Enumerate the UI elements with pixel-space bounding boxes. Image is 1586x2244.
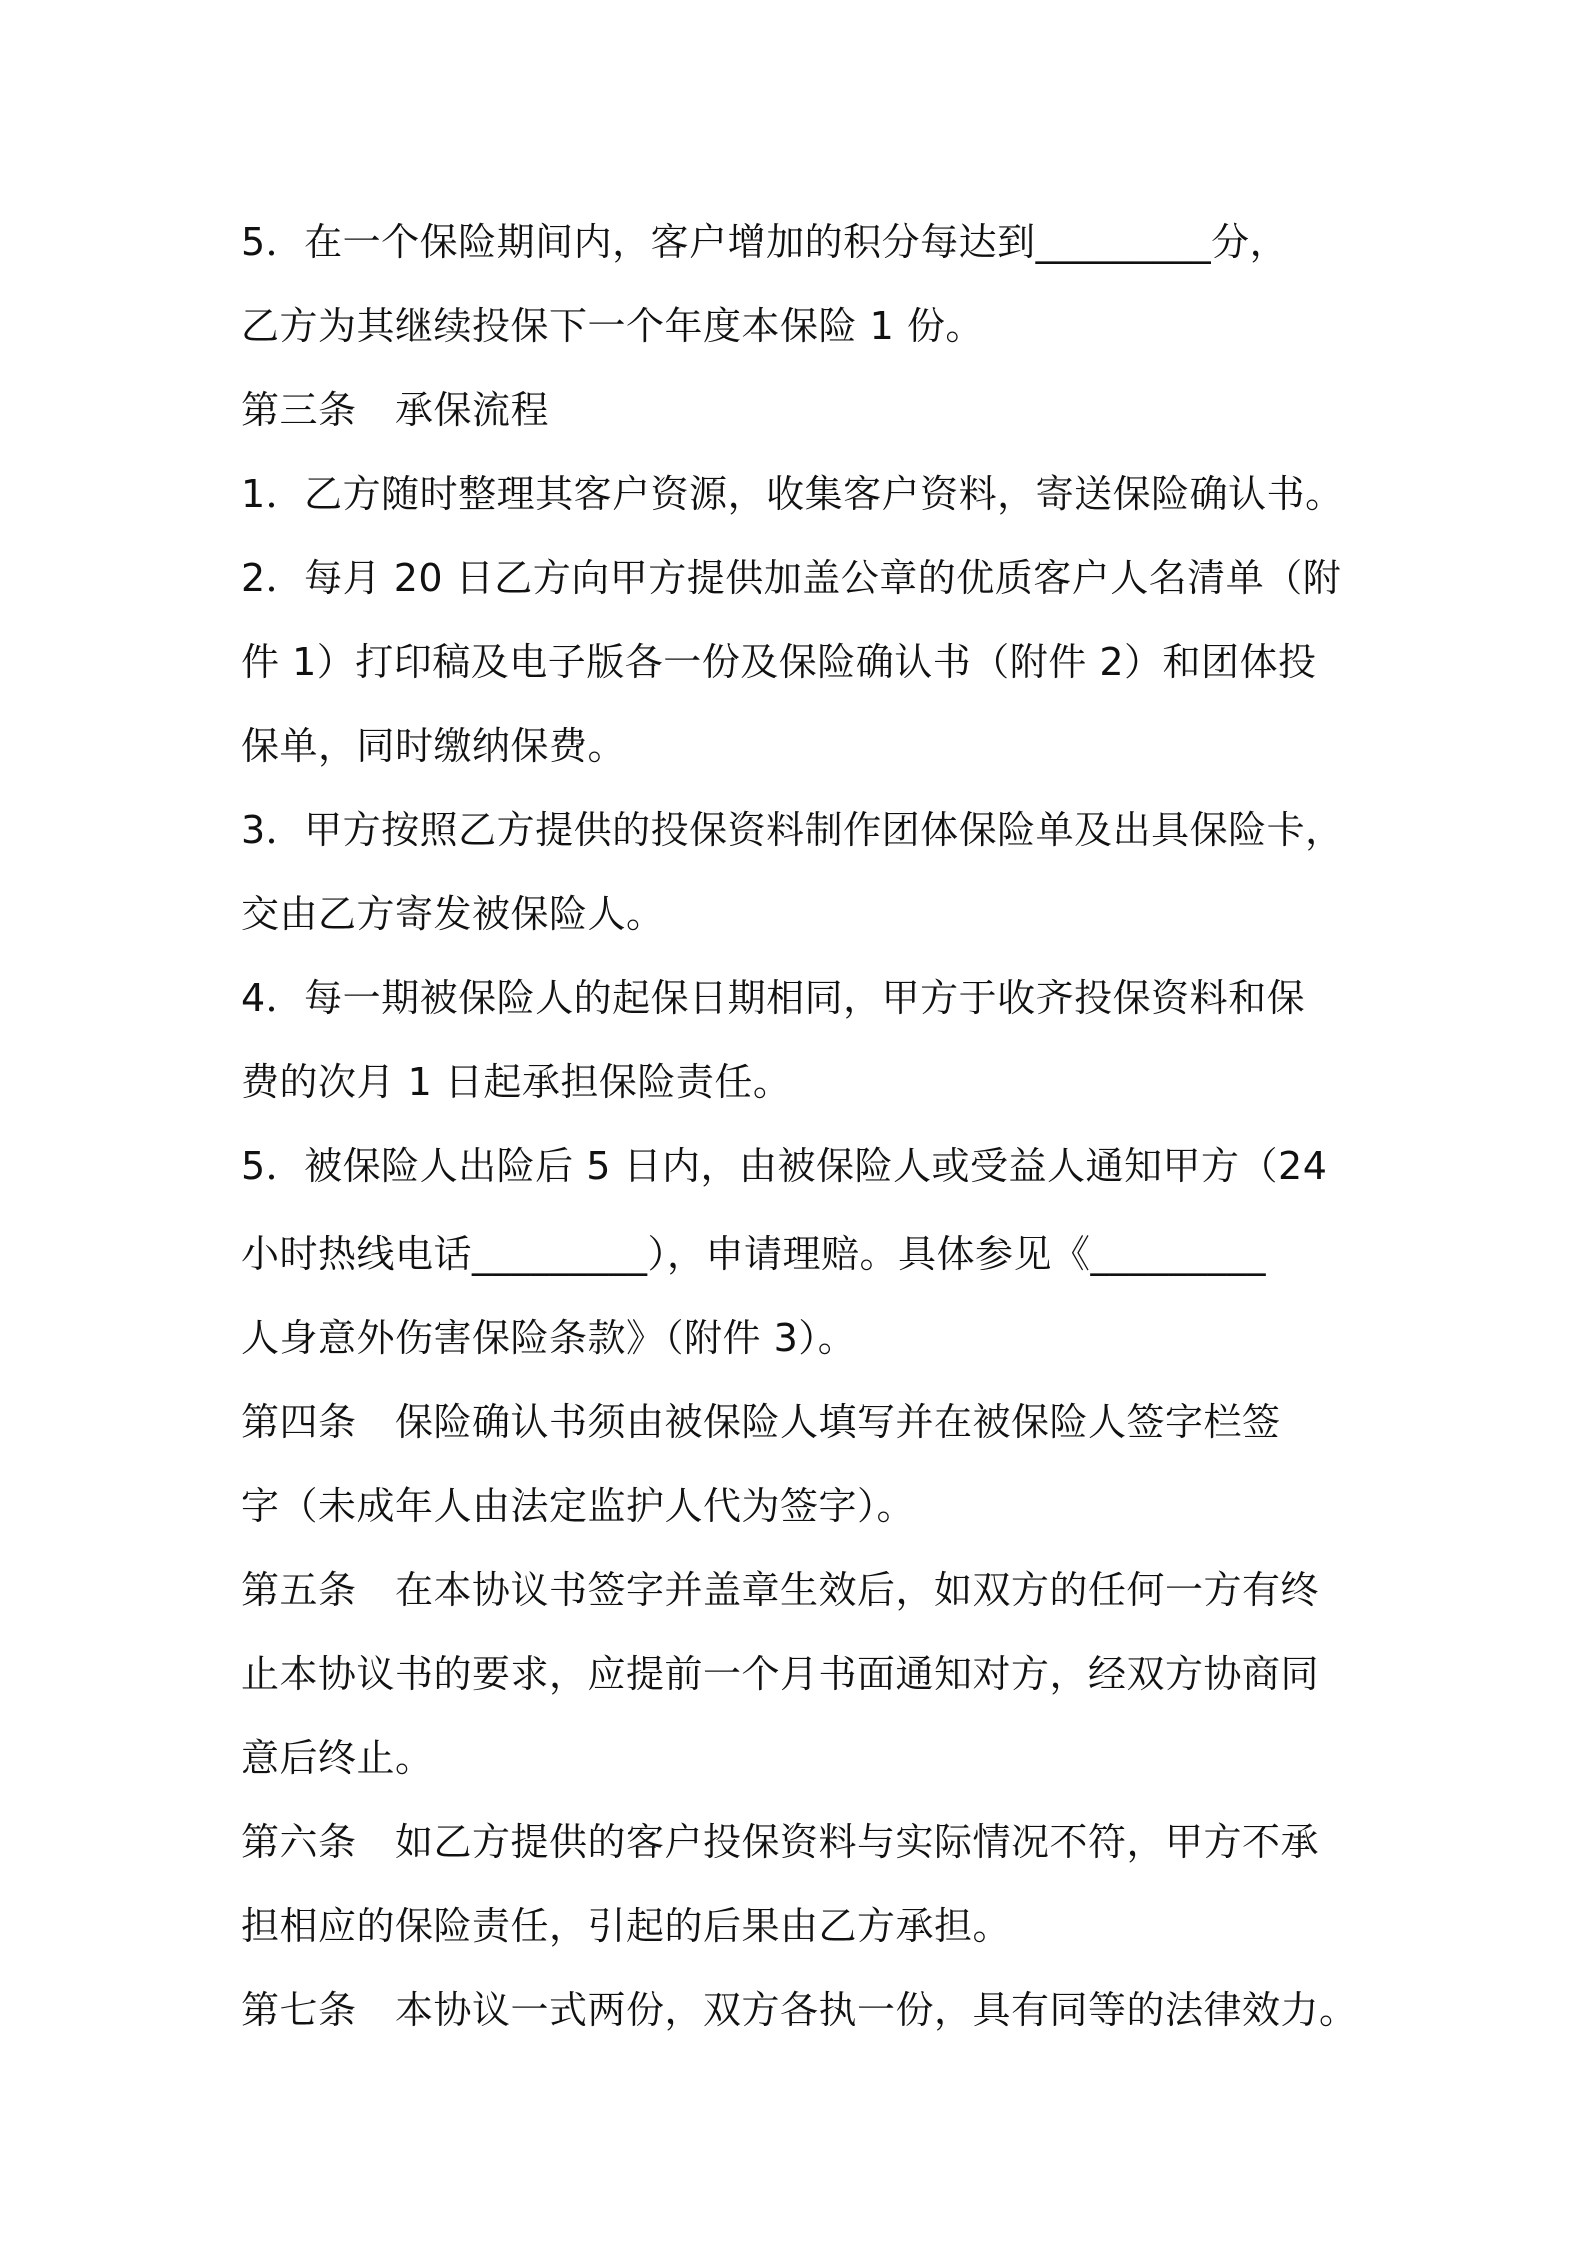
clause-3-item-5-line-2: 小时热线电话_________），申请理赔。具体参见《_________ — [241, 1232, 1267, 1276]
clause-4-line-1: 第四条 保险确认书须由被保险人填写并在被保险人签字栏签 — [241, 1400, 1281, 1444]
clause-4-line-2: 字（未成年人由法定监护人代为签字）。 — [241, 1484, 916, 1528]
clause-3-item-3-line-2: 交由乙方寄发被保险人。 — [241, 892, 665, 936]
clause-3-item-5-line-1: 5．被保险人出险后 5 日内，由被保险人或受益人通知甲方（24 — [241, 1144, 1328, 1188]
clause-3-item-3-line-1: 3．甲方按照乙方提供的投保资料制作团体保险单及出具保险卡， — [241, 808, 1344, 852]
clause-2-item-5-line-2: 乙方为其继续投保下一个年度本保险 1 份。 — [241, 304, 984, 348]
clause-3-item-2-line-3: 保单，同时缴纳保费。 — [241, 724, 627, 768]
clause-3-heading: 第三条 承保流程 — [241, 388, 550, 432]
clause-6-line-2: 担相应的保险责任，引起的后果由乙方承担。 — [241, 1904, 1012, 1948]
clause-3-item-2-line-2: 件 1）打印稿及电子版各一份及保险确认书（附件 2）和团体投 — [241, 640, 1317, 684]
clause-3-item-4-line-1: 4．每一期被保险人的起保日期相同，甲方于收齐投保资料和保 — [241, 976, 1306, 1020]
clause-3-item-1: 1．乙方随时整理其客户资源，收集客户资料，寄送保险确认书。 — [241, 472, 1344, 516]
clause-3-item-2-line-1: 2．每月 20 日乙方向甲方提供加盖公章的优质客户人名清单（附 — [241, 556, 1342, 600]
clause-6-line-1: 第六条 如乙方提供的客户投保资料与实际情况不符，甲方不承 — [241, 1820, 1320, 1864]
document-body — [241, 200, 1361, 2052]
clause-5-line-2: 止本协议书的要求，应提前一个月书面通知对方，经双方协商同 — [241, 1652, 1320, 1696]
clause-5-line-3: 意后终止。 — [241, 1736, 434, 1780]
clause-3-item-5-line-3: 人身意外伤害保险条款》（附件 3）。 — [241, 1316, 857, 1360]
clause-5-line-1: 第五条 在本协议书签字并盖章生效后，如双方的任何一方有终 — [241, 1568, 1320, 1612]
clause-2-item-5-line-1: 5．在一个保险期间内，客户增加的积分每达到_________分， — [241, 220, 1289, 264]
clause-7-line-1: 第七条 本协议一式两份，双方各执一份，具有同等的法律效力。 — [241, 1988, 1358, 2032]
clause-3-item-4-line-2: 费的次月 1 日起承担保险责任。 — [241, 1060, 792, 1104]
